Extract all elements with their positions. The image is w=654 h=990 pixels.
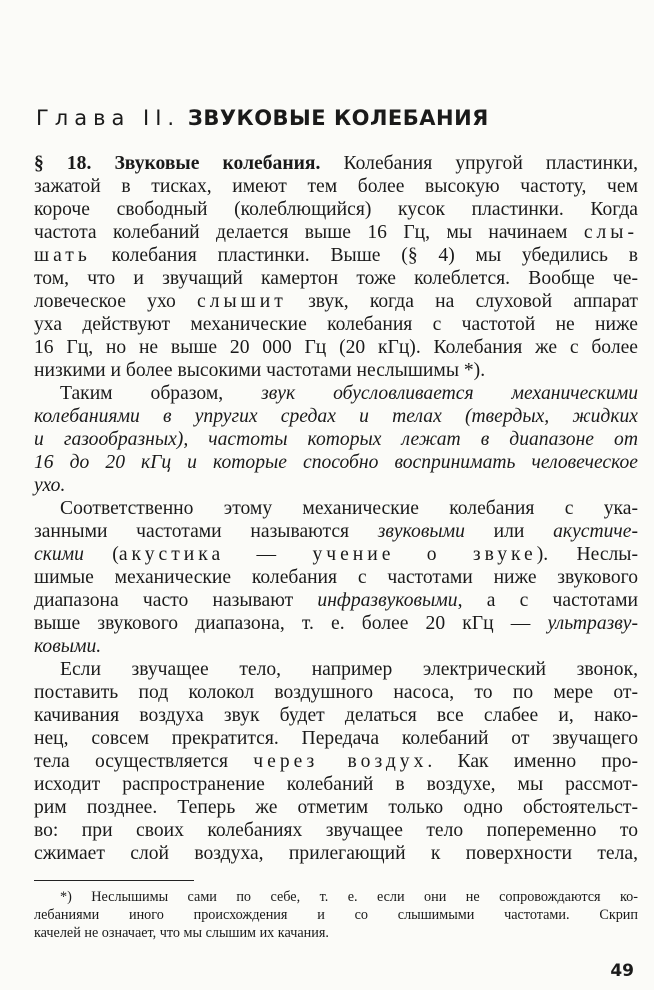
text-line: колебаниями в упругих средах и телах (твердых, жидких <box>34 406 638 427</box>
spaced-word: шать <box>34 245 91 266</box>
footnote-line: лебаниями иного происхождения и со слышимыми частотами. Скрип <box>34 907 638 923</box>
text-line: шимые механические колебания с частотами ниже звукового <box>34 567 638 588</box>
section-heading: § 18. Звуковые колебания. <box>34 153 321 174</box>
text-line <box>34 382 638 405</box>
text-line: низкими и более высокими частотами неслышимы *). <box>34 360 486 381</box>
text-line <box>34 612 638 635</box>
text-span: Колебания упругой пластинки, <box>343 153 638 174</box>
text-line: короче свободный (колеблющийся) кусок пластинки. Когда <box>34 199 638 220</box>
chapter-title: ЗВУКОВЫЕ КОЛЕБАНИЯ <box>187 106 489 130</box>
text-line: и газообразных), частоты которых лежат в диапазоне от <box>34 429 638 450</box>
spaced-word: через воздух <box>253 751 428 772</box>
chapter-label: Глава II. <box>36 106 181 130</box>
text-line: рим позднее. Теперь же отметим только одно обстоятельст- <box>34 797 638 818</box>
italic-span: ультразву- <box>547 613 638 634</box>
text-span: , а с частотами <box>457 590 638 611</box>
spaced-word: слы- <box>583 222 638 243</box>
italic-span: звук обусловливается механическими <box>261 383 638 404</box>
italic-span: скими <box>34 544 84 565</box>
text-line <box>34 244 638 267</box>
text-line: 16 Гц, но не выше 20 000 Гц (20 кГц). Колебания же с более <box>34 337 638 358</box>
text-line: 16 до 20 кГц и которые способно воспринимать человеческое <box>34 452 638 473</box>
text-line: поставить под колокол воздушного насоса, то по мере от- <box>34 682 638 703</box>
text-line: том, что и звучащий камертон тоже колеблется. Вообще че- <box>34 268 638 289</box>
footnote-line: *) Неслышимы сами по себе, т. е. если они не сопровождаются ко- <box>60 889 638 905</box>
text-line <box>34 750 638 773</box>
text-line: ковыми. <box>34 636 102 657</box>
page-number: 49 <box>610 961 634 981</box>
text-line <box>34 152 638 175</box>
text-line: качивания воздуха звук будет делаться все слабее и, нако- <box>34 705 638 726</box>
text-line: исходит распространение колебаний в воздухе, мы рассмот- <box>34 774 638 795</box>
text-line: Соответственно этому механические колебания с ука- <box>60 498 638 519</box>
text-span: диапазона часто называют <box>34 590 318 611</box>
text-span: выше звукового диапазона, т. е. более 20 кГц — <box>34 613 548 634</box>
text-span: занными частотами называются <box>34 521 378 542</box>
main-text <box>34 152 638 865</box>
text-span: ). Неслы- <box>536 544 638 565</box>
text-line: ухо. <box>34 475 66 496</box>
text-span: звук, когда на слуховой аппарат <box>286 291 638 312</box>
text-line <box>34 589 638 612</box>
spaced-word: слышит <box>197 291 287 312</box>
text-span: или <box>464 521 554 542</box>
spaced-word: акустика — учение о звуке <box>118 544 537 565</box>
footnote-divider <box>34 880 194 881</box>
text-line: зажатой в тисках, имеют тем более высокую частоту, чем <box>34 176 638 197</box>
text-line <box>34 543 638 566</box>
text-span: тела осуществляется <box>34 751 254 772</box>
text-span: ( <box>83 544 119 565</box>
italic-span: звуковыми <box>377 521 465 542</box>
text-span: ловеческое ухо <box>34 291 198 312</box>
footnote-line: качелей не означает, что мы слышим их качания. <box>34 925 329 941</box>
text-line: Если звучащее тело, например электрический звонок, <box>60 659 638 680</box>
text-line <box>34 290 638 313</box>
text-line: нец, совсем прекратится. Передача колебаний от звучащего <box>34 728 638 749</box>
text-line: во: при своих колебаниях звучащее тело попеременно то <box>34 820 638 841</box>
text-span: колебания пластинки. Выше (§ 4) мы убедились в <box>90 245 638 266</box>
text-span: частота колебаний делается выше 16 Гц, мы начинаем <box>34 222 584 243</box>
text-line: сжимает слой воздуха, прилегающий к поверхности тела, <box>34 843 638 864</box>
chapter-heading <box>36 106 636 130</box>
text-line: уха действуют механические колебания с частотой не ниже <box>34 314 638 335</box>
footnote <box>34 888 638 942</box>
text-span: Таким образом, <box>60 383 262 404</box>
italic-span: инфразвуковыми <box>317 590 458 611</box>
text-line <box>34 221 638 244</box>
text-span: . Как именно про- <box>427 751 639 772</box>
italic-span: акустиче- <box>553 521 638 542</box>
text-line <box>34 520 638 543</box>
